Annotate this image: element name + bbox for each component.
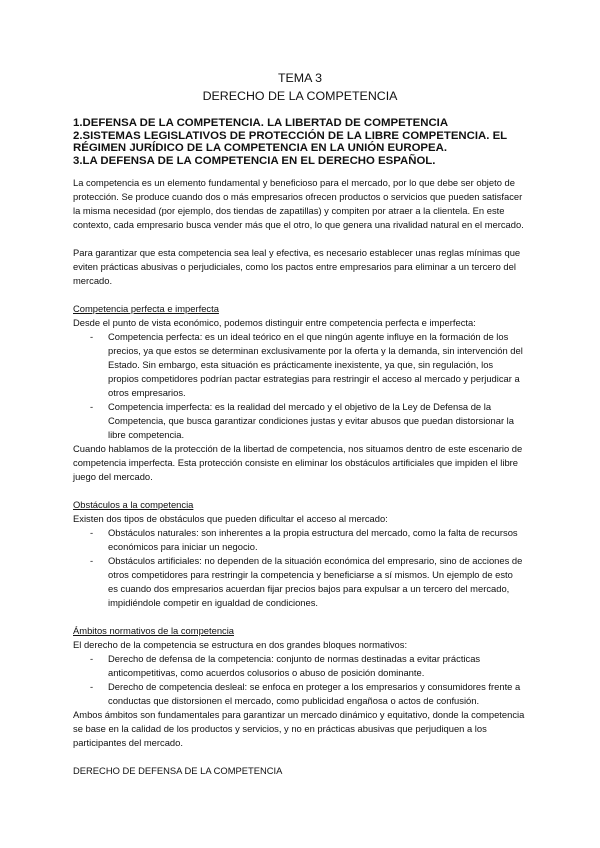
intro-paragraph-1: La competencia es un elemento fundamental y beneficioso para el mercado, por lo que debe ser objeto de protección. Se produce cuando dos o más empresarios ofrecen productos o servicios que pueden satisfacer la misma necesidad (por ejemplo, dos tiendas de zapatillas) y compiten por atraer a la clientela. En este contexto, cada empresario busca vender más que el otro, lo que genera una rivalidad natural en el mercado. — [73, 177, 524, 230]
topic-headings — [73, 117, 543, 167]
section3-list — [73, 652, 525, 708]
intro-paragraph-2: Para garantizar que esta competencia sea leal y efectiva, es necesario establecer unas reglas mínimas que eviten prácticas abusivas o perjudiciales, como los pactos entre empresarios para eliminar a un tercero del mercado. — [73, 247, 521, 286]
topic-heading-2: 2.SISTEMAS LEGISLATIVOS DE PROTECCIÓN DE LA LIBRE COMPETENCIA. EL — [73, 129, 508, 142]
section3-closing: Ambos ámbitos son fundamentales para garantizar un mercado dinámico y equitativo, donde la competencia se base en la calidad de los productos y servicios, y no en prácticas abusivas que perjudiquen a los participantes del mercado. — [73, 709, 525, 748]
dash-marker: - — [90, 681, 94, 692]
dash-marker: - — [90, 527, 94, 538]
section-heading-perfect-imperfect: Competencia perfecta e imperfecta — [73, 303, 219, 314]
topic-heading-1: 1.DEFENSA DE LA COMPETENCIA. LA LIBERTAD DE COMPETENCIA — [73, 117, 449, 129]
document-subtitle: DERECHO DE LA COMPETENCIA — [202, 89, 398, 103]
list-item: - Competencia perfecta: es un ideal teórico en el que ningún agente influye en la formación de los precios, ya que estos se determinan exclusivamente por la oferta y la demanda, sin intervención del Estado. Sin embargo, esta situación es prácticamente inexistente, ya que, sin regulación, los propios competidores podrían pactar estrategias para restringir el acceso al mercado y perjudicar a otros empresarios. — [90, 331, 523, 398]
section1-lead: Desde el punto de vista económico, podemos distinguir entre competencia perfecta e imperfecta: — [73, 317, 476, 328]
list-item: - Derecho de competencia desleal: se enfoca en proteger a los empresarios y consumidores frente a conductas que distorsionen el mercado, como publicidad engañosa o actos de confusión. — [90, 681, 521, 706]
list-item: - Derecho de defensa de la competencia: conjunto de normas destinadas a evitar prácticas anticompetitivas, como acuerdos colusorios o abuso de posición dominante. — [90, 653, 481, 678]
document-body — [73, 176, 525, 778]
dash-marker: - — [90, 653, 94, 664]
section2-lead: Existen dos tipos de obstáculos que pueden dificultar el acceso al mercado: — [73, 513, 388, 524]
section1-list — [73, 330, 525, 442]
topic-heading-3: 3.LA DEFENSA DE LA COMPETENCIA EN EL DERECHO ESPAÑOL. — [73, 154, 436, 167]
document-title: TEMA 3 — [277, 71, 323, 85]
section-heading-normative-areas: Ámbitos normativos de la competencia — [73, 625, 235, 636]
list-item: - Competencia imperfecta: es la realidad del mercado y el objetivo de la Ley de Defensa de la Competencia, que busca garantizar condiciones justas y evitar abusos que puedan distorsionar la libre competencia. — [90, 401, 514, 440]
final-heading: DERECHO DE DEFENSA DE LA COMPETENCIA — [73, 765, 283, 776]
dash-marker: - — [90, 331, 94, 342]
section-heading-obstacles: Obstáculos a la competencia — [73, 499, 194, 510]
topic-heading-2-cont: RÉGIMEN JURÍDICO DE LA COMPETENCIA EN LA UNIÓN EUROPEA. — [73, 142, 448, 155]
list-item: - Obstáculos naturales: son inherentes a la propia estructura del mercado, como la falta de recursos económicos para iniciar un negocio. — [90, 527, 518, 552]
dash-marker: - — [90, 401, 94, 412]
list-item: - Obstáculos artificiales: no dependen de la situación económica del empresario, sino de acciones de otros competidores para restringir la competencia y beneficiarse a sí mismos. Un ejemplo de esto es cuando dos empresarios acuerdan fijar precios bajos para expulsar a un tercero del mercado, impidiéndole competir en igualdad de condiciones. — [90, 555, 523, 608]
section2-list — [73, 526, 525, 610]
section1-closing: Cuando hablamos de la protección de la libertad de competencia, nos situamos dentro de este escenario de competencia imperfecta. Esta protección consiste en eliminar los obstáculos artificiales que impiden el libre juego del mercado. — [73, 443, 523, 482]
section3-lead: El derecho de la competencia se estructura en dos grandes bloques normativos: — [73, 639, 408, 650]
dash-marker: - — [90, 555, 94, 566]
